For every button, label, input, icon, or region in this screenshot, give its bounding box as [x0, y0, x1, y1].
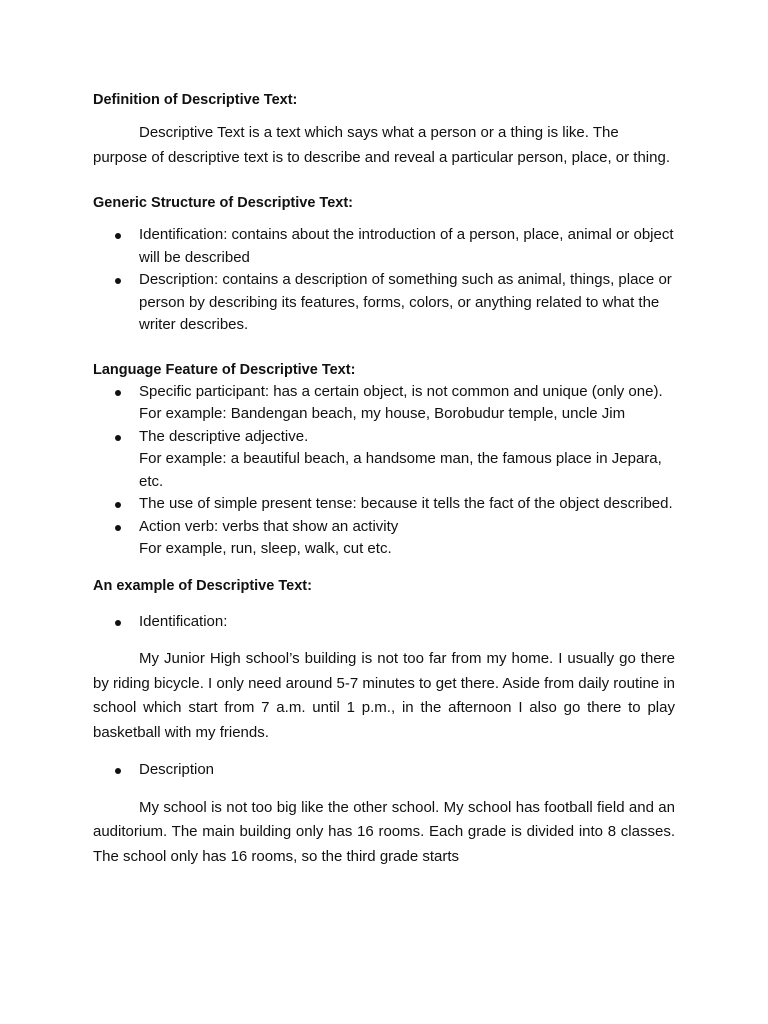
list-item-text: The descriptive adjective.: [139, 427, 309, 445]
list-item-example: For example, run, sleep, walk, cut etc.: [139, 540, 392, 557]
generic-structure-list: [93, 224, 675, 337]
list-item: [93, 493, 675, 516]
example-heading: An example of Descriptive Text:: [93, 577, 312, 594]
identification-paragraph: My Junior High school’s building is not too far from my home. I usually go there by riding bicycle. I only need around 5-7 minutes to get there. Aside from daily routine in school which start from 7 a.m. until 1 p.m., in the afternoon I also go there to play basketball with my friends.: [93, 650, 675, 741]
list-item-example: For example: Bandengan beach, my house, Borobudur temple, uncle Jim: [139, 405, 626, 422]
list-item-text: Specific participant: has a certain object, is not common and unique (only one).: [139, 382, 663, 400]
language-feature-list: [93, 381, 675, 561]
list-item-example: For example: a beautiful beach, a handsome man, the famous place in Jepara, etc.: [139, 450, 662, 490]
language-feature-heading: Language Feature of Descriptive Text:: [93, 361, 356, 378]
bullet-icon: [115, 620, 121, 626]
list-item: [93, 224, 675, 269]
list-item: [93, 269, 675, 337]
document-page: [93, 89, 675, 869]
list-item-text: The use of simple present tense: because it tells the fact of the object described.: [139, 495, 673, 512]
identification-label: Identification:: [139, 612, 228, 630]
bullet-icon: [115, 768, 121, 774]
description-label: Description: [139, 761, 215, 778]
list-item: [93, 516, 675, 561]
generic-structure-heading: Generic Structure of Descriptive Text:: [93, 195, 354, 211]
example-description-list: [93, 759, 675, 782]
list-item: [93, 759, 675, 782]
bullet-icon: [115, 525, 121, 531]
bullet-icon: [115, 278, 121, 284]
bullet-icon: [115, 435, 121, 441]
bullet-icon: [115, 390, 121, 396]
list-item-text: Identification: contains about the introduction of a person, place, animal or object will be described: [139, 226, 674, 266]
list-item: [93, 381, 675, 426]
definition-paragraph: Descriptive Text is a text which says what a person or a thing is like. The purpose of descriptive text is to describe and reveal a particular person, place, or thing.: [93, 124, 670, 166]
description-paragraph: My school is not too big like the other school. My school has football field and an auditorium. The main building only has 16 rooms. Each grade is divided into 8 classes. The school only has 16 rooms, so the third grade starts: [93, 798, 675, 865]
definition-heading: Definition of Descriptive Text:: [93, 92, 298, 108]
bullet-icon: [115, 233, 121, 239]
list-item: [93, 611, 675, 634]
list-item-text: Action verb: verbs that show an activity: [139, 517, 399, 535]
bullet-icon: [115, 502, 121, 508]
list-item: [93, 426, 675, 494]
list-item-text: Description: contains a description of something such as animal, things, place or person by describing its features, forms, colors, or anything related to what the writer describes.: [139, 271, 672, 333]
example-identification-list: [93, 611, 675, 634]
